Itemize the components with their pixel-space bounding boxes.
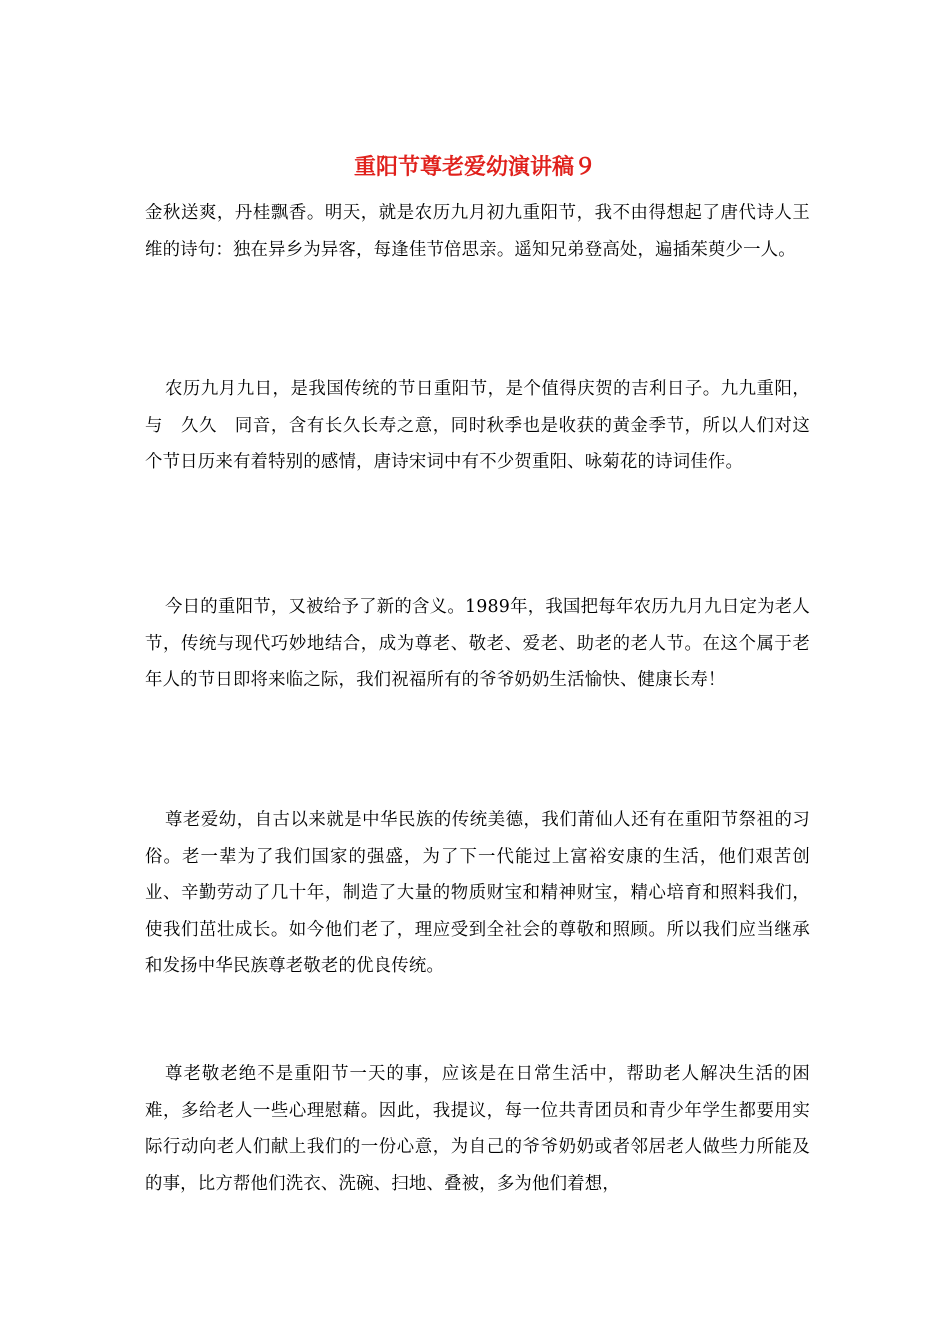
paragraph-4: 尊老爱幼，自古以来就是中华民族的传统美德，我们莆仙人还有在重阳节祭祖的习俗。老一辈为了我们国家的强盛，为了下一代能过上富裕安康的生活，他们艰苦创业、辛勤劳动了几十年，制造了大量的物质财宝和精神财宝，精心培育和照料我们，使我们茁壮成长。如今他们老了，理应受到全社会的尊敬和照顾。所以我们应当继承和发扬中华民族尊老敬老的优良传统。	[145, 810, 810, 976]
paragraph-3: 今日的重阳节，又被给予了新的含义。1989年，我国把每年农历九月九日定为老人节，传统与现代巧妙地结合，成为尊老、敬老、爱老、助老的老人节。在这个属于老年人的节日即将来临之际，我们祝福所有的爷爷奶奶生活愉快、健康长寿！	[145, 597, 810, 690]
paragraph-5: 尊老敬老绝不是重阳节一天的事，应该是在日常生活中，帮助老人解决生活的困难，多给老人一些心理慰藉。因此，我提议，每一位共青团员和青少年学生都要用实际行动向老人们献上我们的一份心意，为自己的爷爷奶奶或者邻居老人做些力所能及的事，比方帮他们洗衣、洗碗、扫地、叠被，多为他们着想，	[145, 1064, 810, 1194]
paragraph-1: 金秋送爽，丹桂飘香。明天，就是农历九月初九重阳节，我不由得想起了唐代诗人王维的诗句：独在异乡为异客，每逢佳节倍思亲。遥知兄弟登高处，遍插茱萸少一人。	[145, 203, 810, 260]
document-title: 重阳节尊老爱幼演讲稿９	[353, 154, 596, 180]
paragraph-2: 农历九月九日，是我国传统的节日重阳节，是个值得庆贺的吉利日子。九九重阳，与 久久 同音，含有长久长寿之意，同时秋季也是收获的黄金季节，所以人们对这个节日历来有着特别的感情，唐诗宋词中有不少贺重阳、咏菊花的诗词佳作。	[145, 379, 810, 472]
